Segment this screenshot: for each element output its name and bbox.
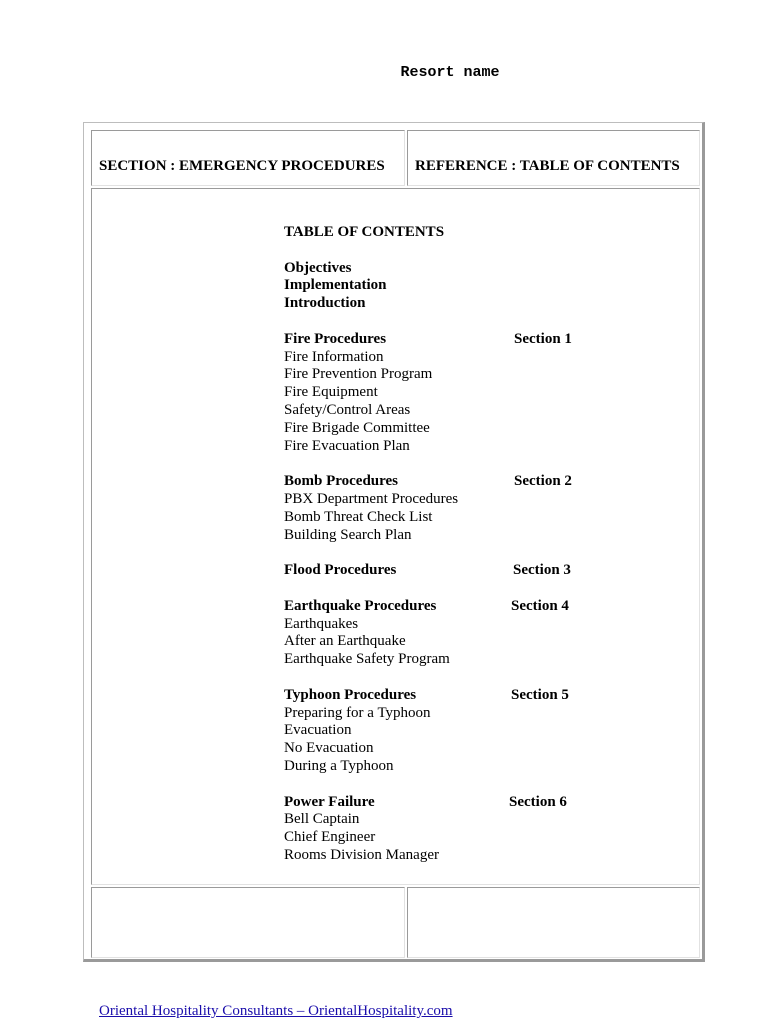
toc-heading-text: Fire Procedures [284,330,387,347]
resort-name: Resort name [400,64,500,81]
toc-item: Fire Information [284,348,384,365]
toc-item: Earthquakes [284,615,359,632]
toc-item: Safety/Control Areas [284,401,411,418]
toc-item: Bell Captain [284,811,360,828]
footer-link[interactable]: Oriental Hospitality Consultants – OrientalHospitality.com [99,1003,453,1019]
reference-label: REFERENCE : TABLE OF CONTENTS [415,158,680,174]
toc-section-number: Section 4 [511,597,569,614]
footer-cell-right [407,887,700,958]
toc-heading-text: Typhoon Procedures [284,686,417,703]
footer-cell-left [91,887,405,958]
toc-item: No Evacuation [284,740,374,757]
toc-intro-item: Introduction [284,295,366,312]
toc-group-heading [284,331,604,349]
section-cell [91,130,405,186]
toc-title: TABLE OF CONTENTS [284,224,445,240]
toc-heading-text: Power Failure [284,793,375,810]
toc-groups [284,313,604,865]
toc-group-heading [284,794,604,812]
reference-cell [407,130,700,186]
toc-item: Preparing for a Typhoon [284,704,431,721]
toc-item: Bomb Threat Check List [284,508,433,525]
toc-item: Fire Prevention Program [284,366,433,383]
toc-item: PBX Department Procedures [284,490,459,507]
toc-intro-item: Implementation [284,277,387,294]
toc-item: Evacuation [284,722,352,739]
toc-section-number: Section 1 [514,330,572,347]
toc-item: After an Earthquake [284,633,406,650]
toc-item: Fire Evacuation Plan [284,437,410,454]
toc-section-number: Section 2 [514,473,572,490]
toc-item: Fire Brigade Committee [284,419,430,436]
toc-item: Rooms Division Manager [284,846,439,863]
toc-item: Building Search Plan [284,526,412,543]
toc-group-heading [284,687,604,705]
toc-intro-item: Objectives [284,259,352,276]
toc-item: Chief Engineer [284,829,376,846]
toc-section-number: Section 5 [511,686,569,703]
toc-group-heading [284,473,604,491]
section-label: SECTION : EMERGENCY PROCEDURES [99,158,385,174]
table-of-contents [284,224,604,865]
toc-heading-text: Flood Procedures [284,562,397,579]
toc-item: Earthquake Safety Program [284,651,450,668]
toc-heading-text: Bomb Procedures [284,473,399,490]
toc-section-number: Section 3 [513,562,571,579]
toc-heading-text: Earthquake Procedures [284,597,437,614]
toc-group-heading [284,562,604,580]
toc-group-heading [284,598,604,616]
toc-item: During a Typhoon [284,757,394,774]
toc-item: Fire Equipment [284,384,378,401]
toc-section-number: Section 6 [509,793,567,810]
